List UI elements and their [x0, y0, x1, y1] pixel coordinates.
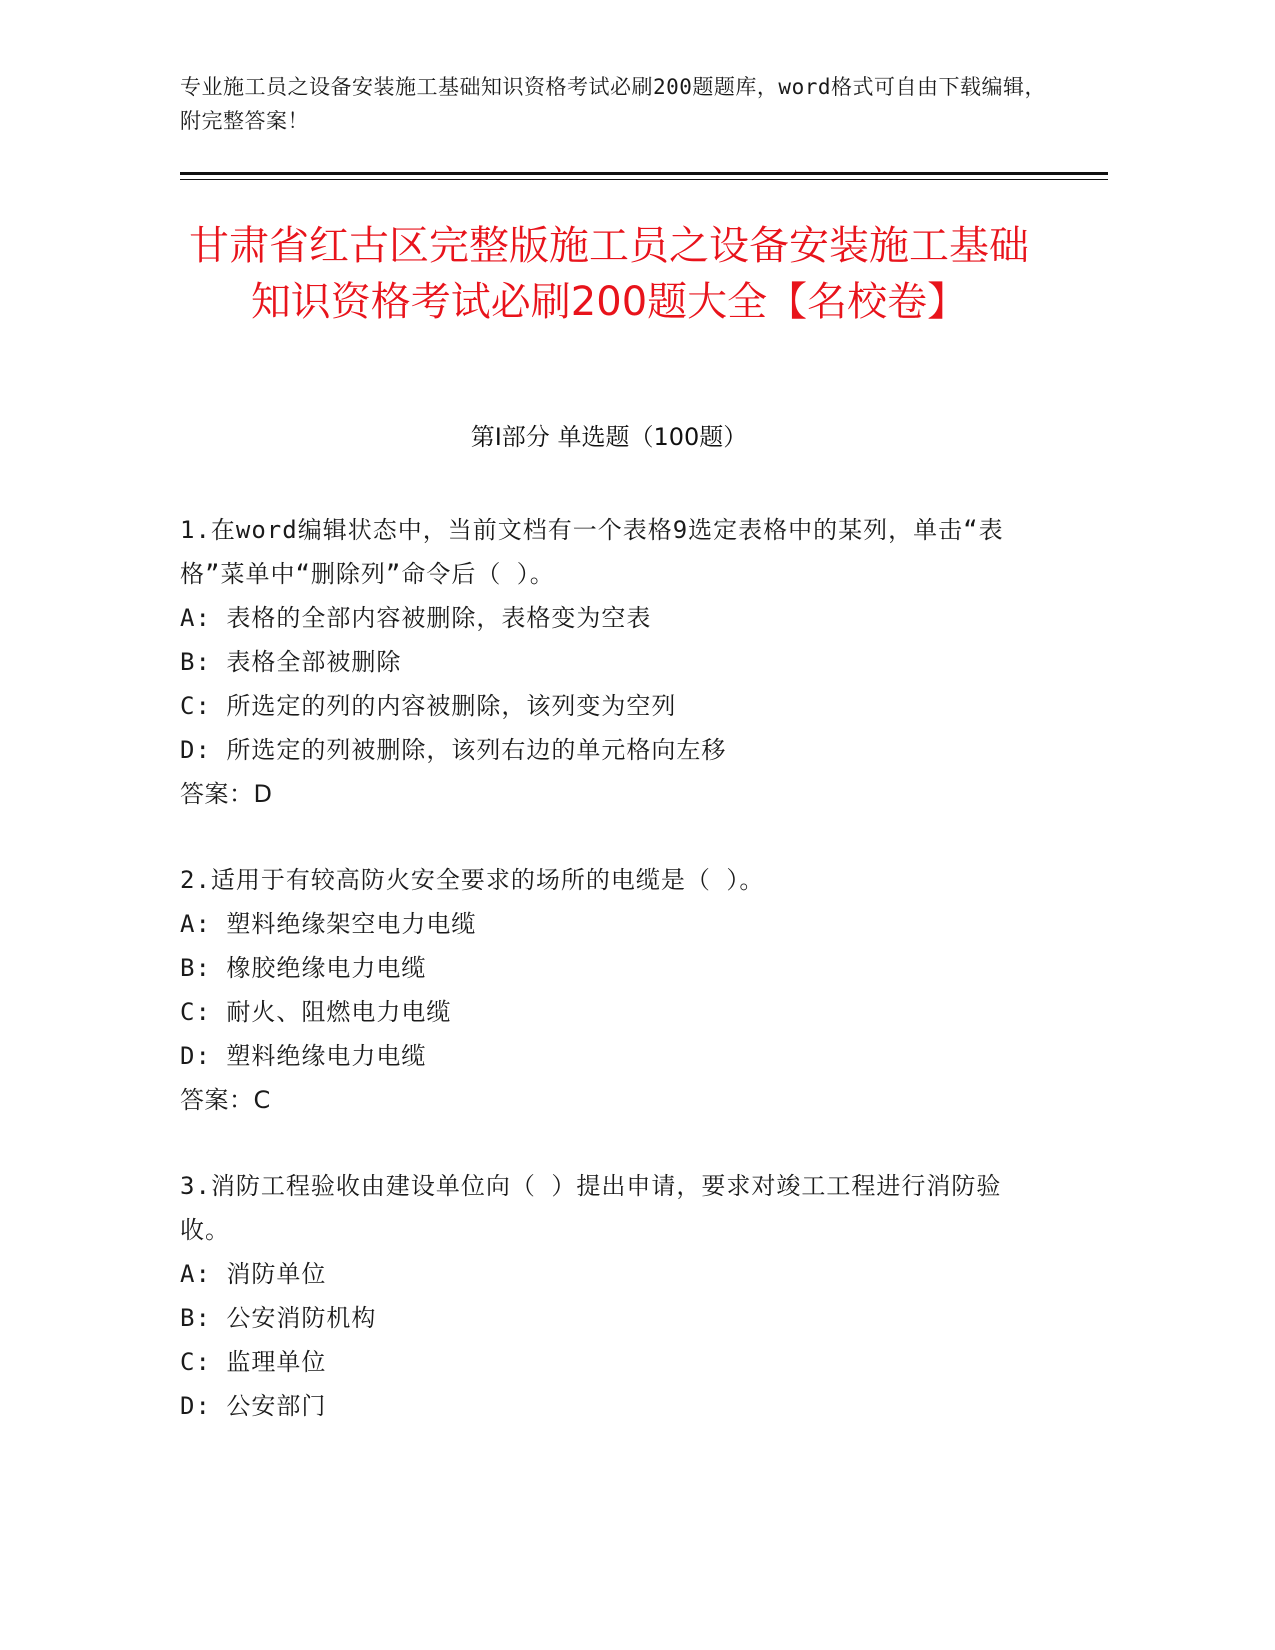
question-item: [180, 858, 1040, 1122]
option-b: B: 橡胶绝缘电力电缆: [180, 954, 427, 982]
question-item: [180, 1164, 1040, 1428]
section-title: 第I部分 单选题（100题）: [470, 423, 748, 451]
question-list: [180, 508, 1040, 1470]
option-a: A: 消防单位: [180, 1260, 327, 1288]
option-b: B: 公安消防机构: [180, 1304, 377, 1332]
option-c: C: 所选定的列的内容被删除，该列变为空列: [180, 692, 677, 720]
option-b: B: 表格全部被删除: [180, 648, 402, 676]
option-c: C: 监理单位: [180, 1348, 327, 1376]
header-divider-thick: [180, 172, 1108, 175]
option-d: D: 塑料绝缘电力电缆: [180, 1042, 427, 1070]
answer-line: 答案：C: [180, 1086, 271, 1114]
option-d: D: 所选定的列被删除，该列右边的单元格向左移: [180, 736, 727, 764]
option-a: A: 表格的全部内容被删除，表格变为空表: [180, 604, 652, 632]
document-title: 甘肃省红古区完整版施工员之设备安装施工基础知识资格考试必刷200题大全【名校卷】: [189, 223, 1029, 325]
question-stem: 1.在word编辑状态中，当前文档有一个表格9选定表格中的某列，单击“表格”菜单中“删除列”命令后（ ）。: [180, 516, 1004, 588]
question-stem: 3.消防工程验收由建设单位向（ ）提出申请，要求对竣工工程进行消防验收。: [180, 1172, 1002, 1244]
answer-line: 答案：D: [180, 780, 273, 808]
question-stem: 2.适用于有较高防火安全要求的场所的电缆是（ ）。: [180, 866, 765, 894]
question-item: [180, 508, 1040, 816]
option-d: D: 公安部门: [180, 1392, 327, 1420]
header-note: 专业施工员之设备安装施工基础知识资格考试必刷200题题库，word格式可自由下载编辑，附完整答案！: [180, 75, 1046, 133]
header-divider-thin: [180, 179, 1108, 180]
option-c: C: 耐火、阻燃电力电缆: [180, 998, 452, 1026]
option-a: A: 塑料绝缘架空电力电缆: [180, 910, 477, 938]
